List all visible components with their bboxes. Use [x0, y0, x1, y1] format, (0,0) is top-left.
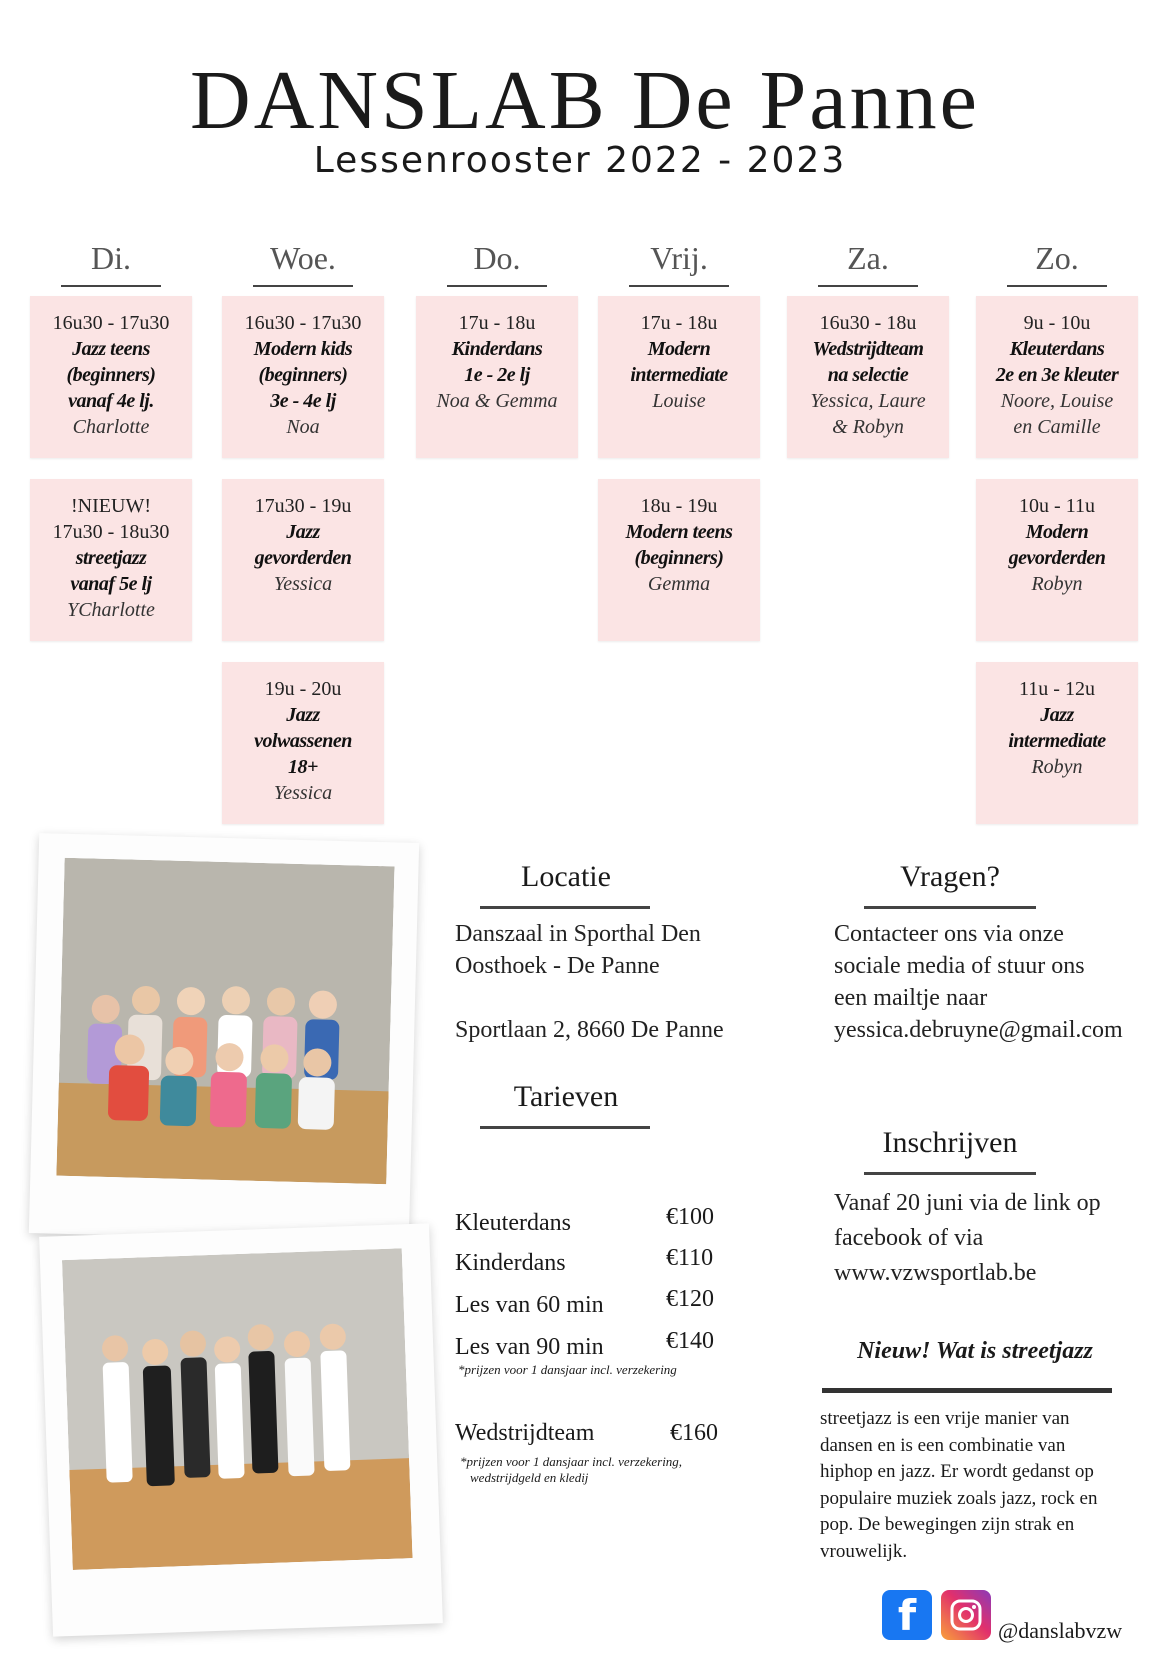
class-name: (beginners) — [634, 547, 724, 569]
class-card — [787, 296, 949, 458]
class-time: 17u30 - 19u — [254, 495, 352, 517]
photo-kids — [56, 858, 394, 1185]
class-name: streetjazz — [75, 547, 147, 569]
price-value: €110 — [666, 1245, 714, 1271]
streetjazz-line: populaire muziek zoals jazz, rock en — [820, 1487, 1098, 1509]
vragen-heading: Vragen? — [900, 860, 1000, 893]
instagram-icon[interactable] — [941, 1590, 991, 1640]
class-teacher: Robyn — [1031, 573, 1083, 595]
social-handle[interactable]: @danslabvzw — [998, 1618, 1123, 1643]
class-name: Jazz — [1040, 704, 1074, 726]
vragen-line3: een mailtje naar — [834, 985, 988, 1011]
wedstrijdteam-note-line1: *prijzen voor 1 dansjaar incl. verzekering, — [460, 1454, 683, 1469]
photo-kids-frame — [29, 833, 419, 1243]
price-label: Kinderdans — [455, 1250, 566, 1276]
vragen-rule — [864, 906, 1036, 909]
class-teacher: Noore, Louise — [1000, 390, 1114, 412]
streetjazz-line: pop. De bewegingen zijn strak en — [820, 1514, 1075, 1535]
price-value: €120 — [666, 1286, 714, 1312]
class-card — [598, 296, 760, 458]
photo-teens-frame — [39, 1223, 443, 1636]
class-name: Jazz teens — [72, 338, 150, 360]
tarieven-rule — [480, 1126, 650, 1129]
class-time: 16u30 - 18u — [819, 312, 917, 334]
class-name: Modern — [1025, 521, 1089, 543]
class-name: volwassenen — [254, 730, 352, 752]
class-name: gevorderden — [254, 547, 352, 569]
class-card — [222, 296, 384, 458]
class-name: 1e - 2e lj — [464, 364, 530, 386]
class-name: Kleuterdans — [1009, 338, 1105, 360]
price-label: Les van 90 min — [455, 1334, 604, 1360]
day-header: Do. — [406, 240, 588, 277]
streetjazz-rule — [822, 1388, 1112, 1393]
class-name: 18+ — [288, 756, 318, 778]
class-teacher: en Camille — [1013, 416, 1101, 438]
streetjazz-line: streetjazz is een vrije manier van — [820, 1408, 1070, 1429]
inschrijven-line1: Vanaf 20 juni via de link op — [834, 1190, 1101, 1216]
streetjazz-line: dansen en is een combinatie van — [820, 1434, 1066, 1456]
wedstrijdteam-note — [460, 1454, 682, 1486]
class-name: 3e - 4e lj — [270, 390, 336, 412]
vragen-text — [834, 918, 1170, 1046]
inschrijven-link[interactable]: www.vzwsportlab.be — [834, 1260, 1037, 1286]
class-time: 17u - 18u — [640, 312, 718, 334]
class-name: Wedstrijdteam — [812, 338, 924, 360]
price-value: €100 — [666, 1204, 714, 1230]
streetjazz-body — [820, 1406, 1160, 1565]
class-teacher: Charlotte — [72, 416, 150, 438]
class-card — [598, 479, 760, 641]
class-card — [222, 662, 384, 824]
class-name: 2e en 3e kleuter — [995, 364, 1119, 386]
locatie-line1: Danszaal in Sporthal Den — [455, 921, 701, 947]
class-teacher: Noa — [286, 416, 320, 438]
day-header: Vrij. — [588, 240, 770, 277]
streetjazz-line: hiphop en jazz. Er wordt gedanst op — [820, 1461, 1094, 1482]
facebook-icon[interactable]: f — [882, 1590, 932, 1640]
locatie-line2: Oosthoek - De Panne — [455, 953, 660, 979]
wedstrijdteam-note-line2: wedstrijdgeld en kledij — [470, 1470, 589, 1485]
inschrijven-text — [834, 1186, 1164, 1291]
vragen-line2: sociale media of stuur ons — [834, 953, 1085, 979]
class-name: Jazz — [286, 704, 320, 726]
class-card — [30, 479, 192, 641]
locatie-heading: Locatie — [521, 860, 611, 893]
class-card — [976, 296, 1138, 458]
class-time: 9u - 10u — [1023, 312, 1091, 334]
wedstrijdteam-label: Wedstrijdteam — [455, 1420, 595, 1446]
page-subtitle: Lessenrooster 2022 - 2023 — [313, 140, 847, 181]
inschrijven-heading: Inschrijven — [882, 1126, 1018, 1159]
locatie-rule — [480, 906, 650, 909]
streetjazz-line: vrouwelijk. — [820, 1540, 908, 1562]
class-time: 19u - 20u — [264, 678, 342, 700]
class-card — [416, 296, 578, 458]
class-name: Jazz — [286, 521, 320, 543]
class-name: (beginners) — [258, 364, 348, 386]
price-value: €140 — [666, 1328, 714, 1354]
inschrijven-line2: facebook of via — [834, 1225, 984, 1251]
streetjazz-heading: Nieuw! Wat is streetjazz — [857, 1338, 1093, 1364]
class-teacher: Noa & Gemma — [436, 390, 558, 412]
page-title: DANSLAB De Panne — [190, 54, 980, 147]
class-name: Modern kids — [253, 338, 353, 360]
class-time: !NIEUW! — [71, 495, 151, 517]
class-name: vanaf 4e lj. — [68, 390, 154, 412]
class-teacher: & Robyn — [832, 416, 904, 438]
class-teacher: Yessica — [273, 782, 333, 804]
class-teacher: Louise — [652, 390, 706, 412]
class-time: 11u - 12u — [1019, 678, 1095, 700]
price-label: Kleuterdans — [455, 1210, 571, 1236]
tarieven-heading: Tarieven — [513, 1080, 619, 1113]
photo-teens — [62, 1248, 413, 1570]
class-name: gevorderden — [1008, 547, 1106, 569]
class-name: vanaf 5e lj — [70, 573, 152, 595]
class-name: intermediate — [1008, 730, 1106, 752]
class-name: Modern — [647, 338, 711, 360]
tarieven-note: *prijzen voor 1 dansjaar incl. verzekering — [458, 1362, 677, 1377]
class-teacher: Yessica — [273, 573, 333, 595]
class-time: 17u30 - 18u30 — [52, 521, 170, 543]
class-card — [30, 296, 192, 458]
wedstrijdteam-price: €160 — [670, 1420, 718, 1446]
vragen-line1: Contacteer ons via onze — [834, 921, 1064, 947]
class-time: 16u30 - 17u30 — [52, 312, 170, 334]
day-header: Zo. — [966, 240, 1148, 277]
vragen-email[interactable]: yessica.debruyne@gmail.com — [834, 1017, 1123, 1043]
class-time: 17u - 18u — [458, 312, 536, 334]
class-name: intermediate — [630, 364, 728, 386]
day-header: Woe. — [212, 240, 394, 277]
class-teacher: Yessica, Laure — [810, 390, 926, 412]
class-name: Kinderdans — [451, 338, 543, 360]
class-time: 18u - 19u — [640, 495, 718, 517]
class-time: 10u - 11u — [1019, 495, 1095, 517]
class-teacher: YCharlotte — [67, 599, 155, 621]
class-time: 16u30 - 17u30 — [244, 312, 362, 334]
locatie-text — [455, 918, 795, 1046]
inschrijven-rule — [864, 1172, 1036, 1175]
class-name: (beginners) — [66, 364, 156, 386]
day-header: Di. — [20, 240, 202, 277]
class-teacher: Robyn — [1031, 756, 1083, 778]
price-label: Les van 60 min — [455, 1292, 604, 1318]
class-card — [222, 479, 384, 641]
class-card — [976, 479, 1138, 641]
class-teacher: Gemma — [647, 573, 711, 595]
locatie-address: Sportlaan 2, 8660 De Panne — [455, 1017, 724, 1043]
class-name: na selectie — [827, 364, 909, 386]
day-header: Za. — [777, 240, 959, 277]
class-card — [976, 662, 1138, 824]
class-name: Modern teens — [625, 521, 733, 543]
